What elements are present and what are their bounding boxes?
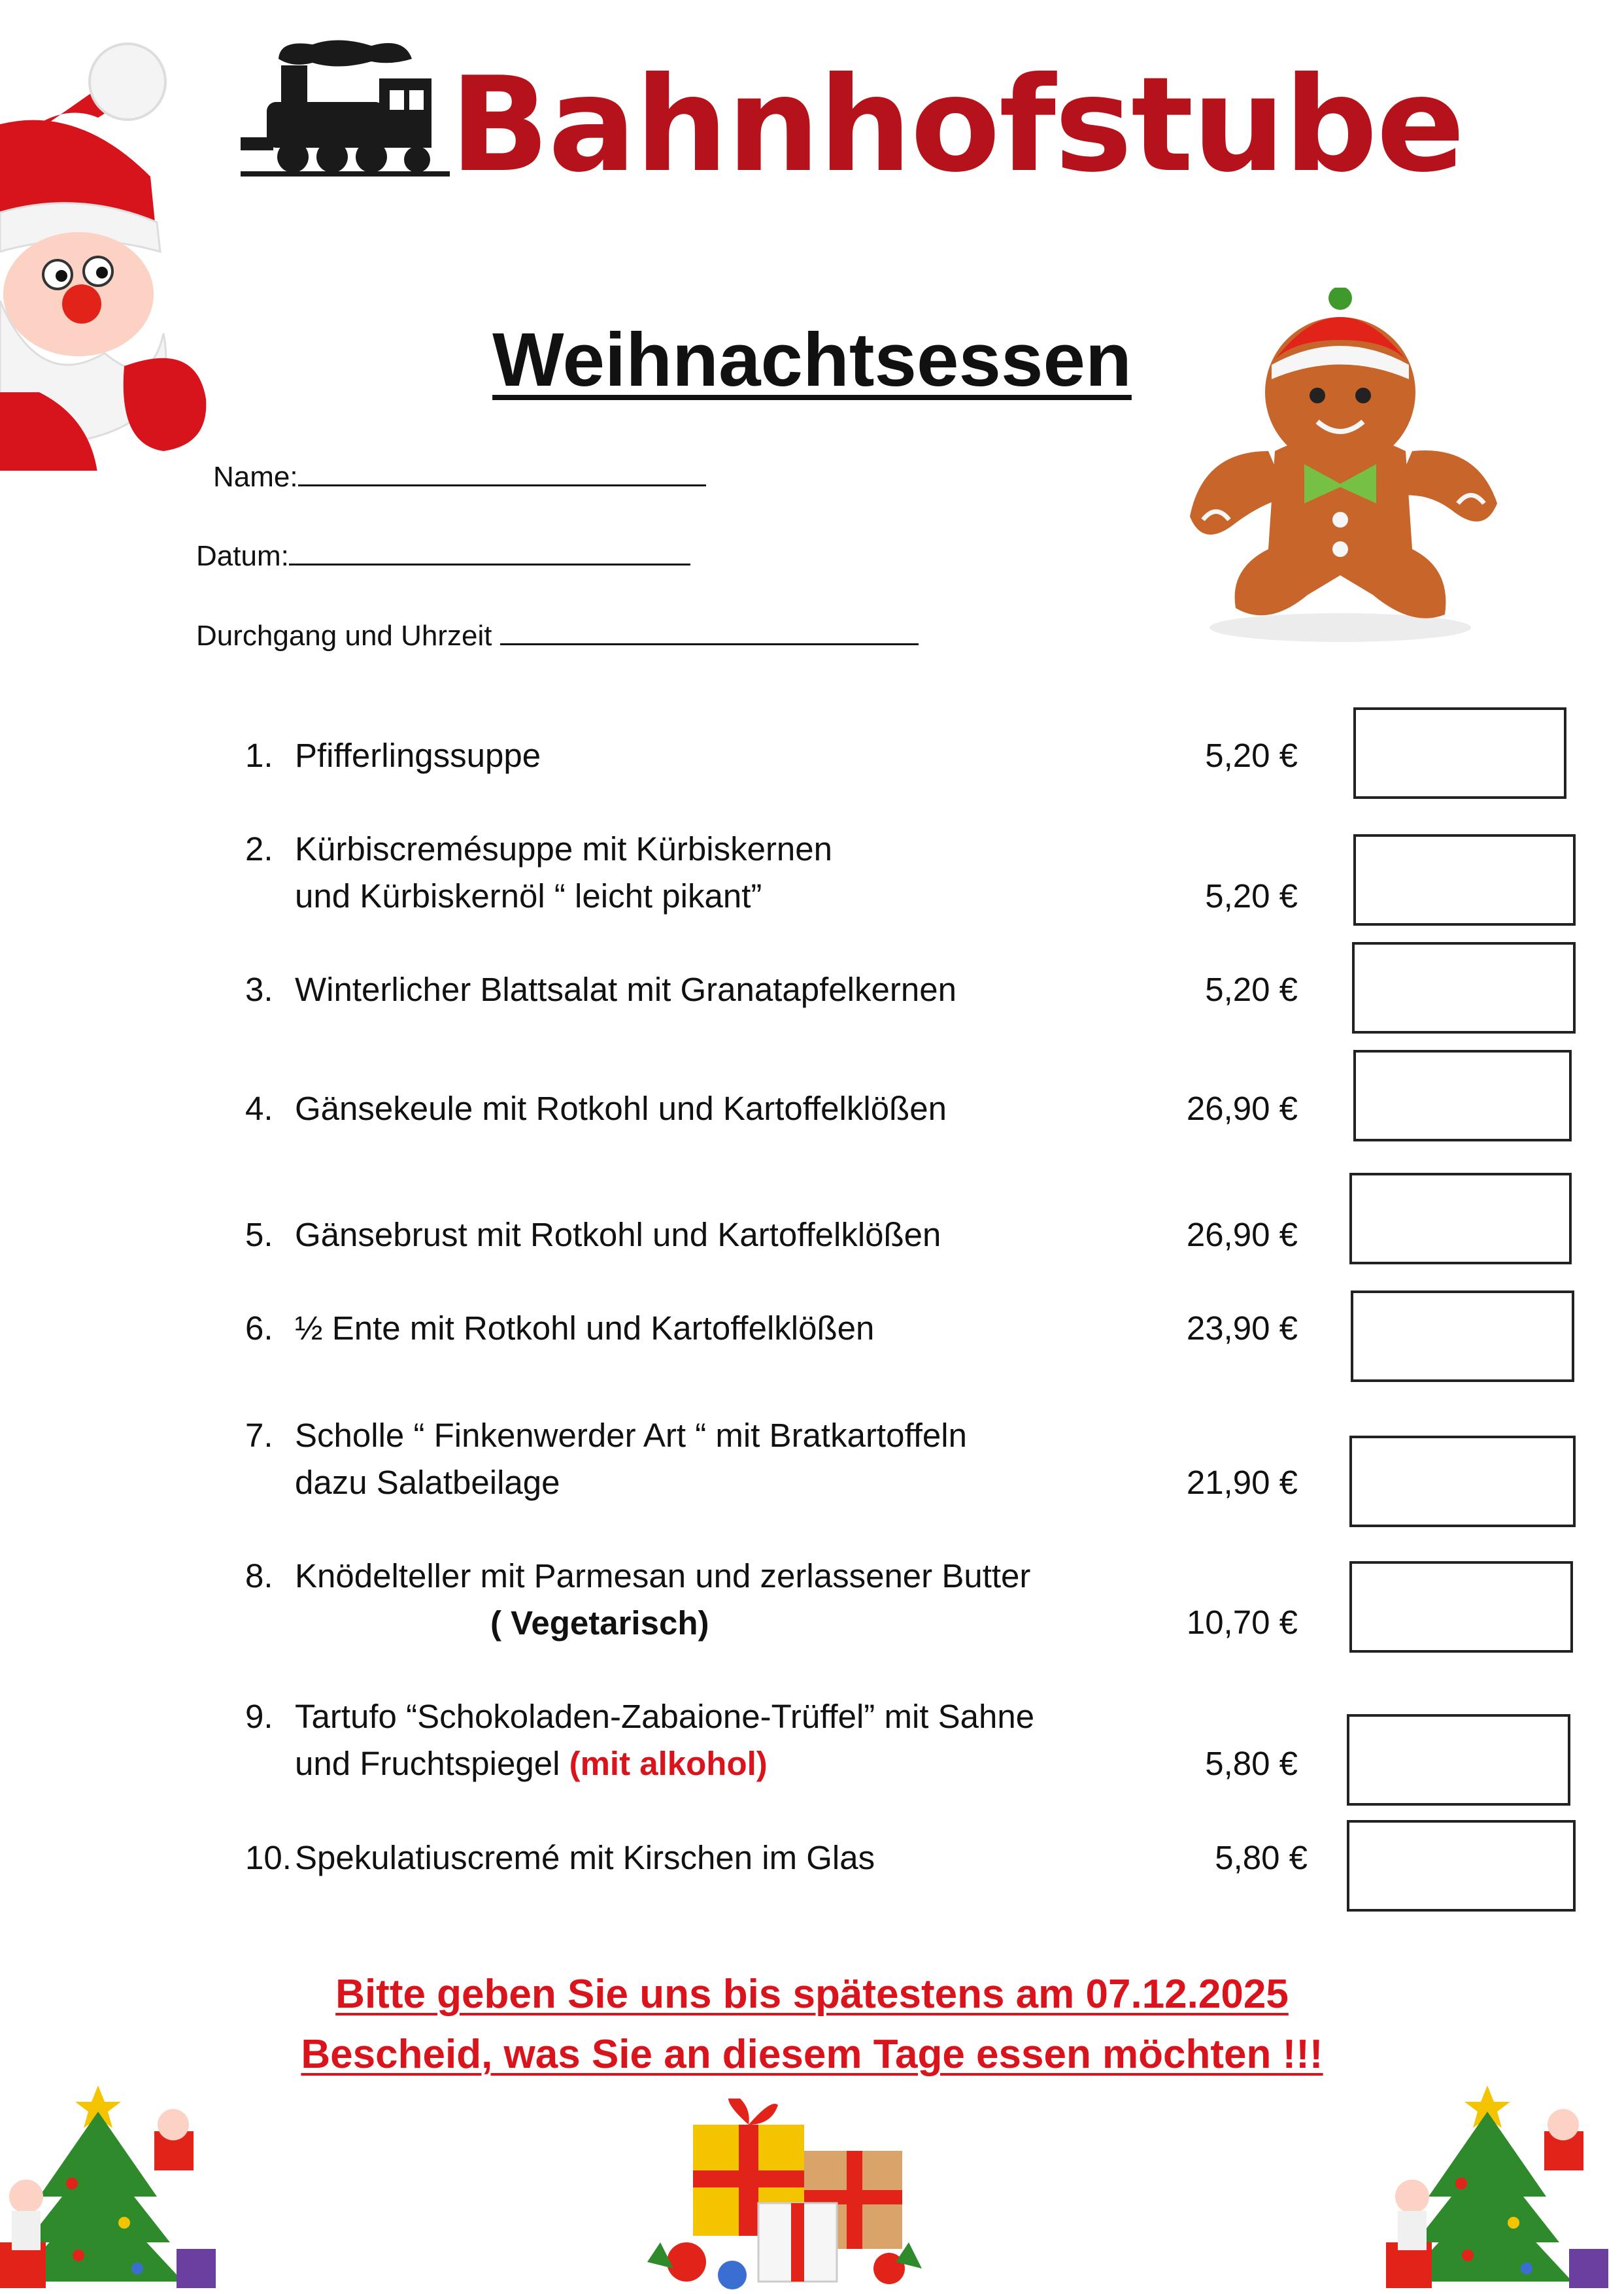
deadline-note-line1: Bitte geben Sie uns bis spätestens am 07.12.2025: [335, 1972, 1289, 2017]
time-line[interactable]: [500, 615, 919, 645]
item-price-7: 21,90 €: [1186, 1464, 1298, 1501]
gift-boxes-icon: [647, 2099, 928, 2294]
order-checkbox-6[interactable]: [1351, 1290, 1574, 1382]
item-name: Tartufo “Schokoladen-Zabaione-Trüffel” mit Sahne: [295, 1698, 1035, 1735]
item-number: 8.: [245, 1557, 273, 1594]
christmas-tree-icon: [1373, 2072, 1624, 2294]
order-checkbox-10[interactable]: [1347, 1820, 1576, 1912]
item-number: 1.: [245, 737, 273, 774]
item-number: 7.: [245, 1417, 273, 1454]
vegetarian-label: ( Vegetarisch): [490, 1604, 709, 1642]
menu-item-9: [245, 1693, 1034, 1787]
order-checkbox-8[interactable]: [1349, 1561, 1573, 1653]
item-name: Gänsebrust mit Rotkohl und Kartoffelklößen: [295, 1216, 941, 1253]
name-field[interactable]: [213, 456, 706, 496]
date-label: Datum:: [196, 540, 289, 572]
gingerbread-man-icon: [1177, 288, 1504, 654]
item-name: Winterlicher Blattsalat mit Granatapfelkernen: [295, 971, 956, 1008]
item-number: 2.: [245, 830, 273, 868]
item-price-6: 23,90 €: [1186, 1309, 1298, 1347]
item-name: Gänsekeule mit Rotkohl und Kartoffelklößen: [295, 1090, 947, 1127]
menu-item-5: [245, 1211, 941, 1258]
order-checkbox-7[interactable]: [1349, 1436, 1576, 1527]
deadline-note: [0, 1965, 1624, 2085]
item-price-9: 5,80 €: [1205, 1745, 1298, 1782]
item-name-line2: und Kürbiskernöl “ leicht pikant”: [295, 877, 762, 915]
order-checkbox-2[interactable]: [1353, 834, 1576, 926]
menu-item-2: [245, 826, 832, 920]
item-name-line2: und Fruchtspiegel: [295, 1745, 560, 1782]
item-name: ½ Ente mit Rotkohl und Kartoffelklößen: [295, 1309, 875, 1347]
item-price-2: 5,20 €: [1205, 877, 1298, 915]
item-name-line2: dazu Salatbeilage: [295, 1464, 560, 1501]
deadline-note-line2: Bescheid, was Sie an diesem Tage essen möchten !!!: [301, 2032, 1323, 2077]
time-label: Durchgang und Uhrzeit: [196, 620, 492, 652]
item-number: 4.: [245, 1090, 273, 1127]
menu-item-10: [245, 1834, 875, 1881]
item-price-10: 5,80 €: [1215, 1839, 1308, 1876]
date-line[interactable]: [289, 535, 690, 565]
item-name: Pfifferlingssuppe: [295, 737, 541, 774]
menu-item-1: [245, 732, 541, 779]
menu-item-7: [245, 1412, 967, 1506]
item-name: Knödelteller mit Parmesan und zerlassener Butter: [295, 1557, 1031, 1594]
alcohol-label: (mit alkohol): [569, 1745, 768, 1782]
order-checkbox-1[interactable]: [1353, 707, 1566, 799]
item-name: Kürbiscremésuppe mit Kürbiskernen: [295, 830, 833, 868]
menu-item-8: [245, 1553, 1030, 1647]
order-checkbox-5[interactable]: [1349, 1173, 1572, 1264]
item-number: 10.: [245, 1839, 292, 1876]
item-number: 3.: [245, 971, 273, 1008]
menu-item-4: [245, 1085, 947, 1132]
item-price-5: 26,90 €: [1186, 1216, 1298, 1253]
item-price-3: 5,20 €: [1205, 971, 1298, 1008]
item-price-8: 10,70 €: [1186, 1604, 1298, 1641]
item-price-1: 5,20 €: [1205, 737, 1298, 774]
menu-item-6: [245, 1305, 874, 1352]
item-name: Spekulatiuscremé mit Kirschen im Glas: [295, 1839, 875, 1876]
order-checkbox-3[interactable]: [1352, 942, 1576, 1034]
time-field[interactable]: [196, 615, 919, 654]
menu-item-3: [245, 966, 956, 1013]
item-number: 9.: [245, 1698, 273, 1735]
item-price-4: 26,90 €: [1186, 1090, 1298, 1127]
item-number: 5.: [245, 1216, 273, 1253]
name-line[interactable]: [298, 456, 706, 486]
christmas-tree-icon: [0, 2072, 222, 2294]
name-label: Name:: [213, 461, 298, 493]
item-number: 6.: [245, 1309, 273, 1347]
page-title: Weihnachtsessen: [492, 317, 1132, 402]
date-field[interactable]: [196, 535, 690, 575]
logo-wordmark: Bahnhofstube: [450, 49, 1464, 201]
item-name: Scholle “ Finkenwerder Art “ mit Bratkartoffeln: [295, 1417, 967, 1454]
locomotive-icon: [241, 39, 450, 177]
order-checkbox-9[interactable]: [1347, 1714, 1570, 1806]
order-checkbox-4[interactable]: [1353, 1050, 1572, 1141]
